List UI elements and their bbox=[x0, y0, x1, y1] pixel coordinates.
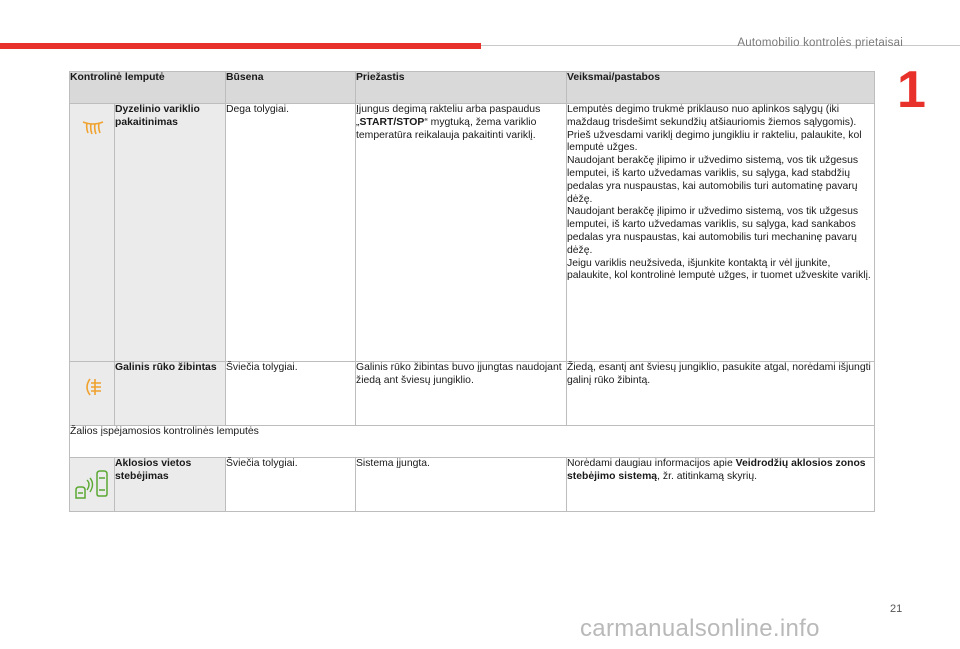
table-row bbox=[70, 362, 875, 426]
table-row bbox=[70, 458, 875, 512]
cause-cell bbox=[356, 104, 567, 362]
page-header-title: Automobilio kontrolės prietaisai bbox=[737, 37, 903, 49]
cause-cell: Galinis rūko žibintas buvo įjungtas naudojant žiedą ant šviesų jungiklio. bbox=[356, 362, 567, 426]
status-cell: Šviečia tolygiai. bbox=[226, 458, 356, 512]
column-header-status: Būsena bbox=[226, 72, 356, 104]
glow-plug-icon bbox=[81, 120, 105, 136]
column-header-light: Kontrolinė lemputė bbox=[70, 72, 226, 104]
actions-cell bbox=[567, 458, 875, 512]
icon-cell bbox=[70, 458, 115, 512]
status-cell: Šviečia tolygiai. bbox=[226, 362, 356, 426]
cause-cell: Sistema įjungta. bbox=[356, 458, 567, 512]
warning-lights-table bbox=[69, 71, 875, 512]
light-name: Dyzelinio variklio pakaitinimas bbox=[115, 104, 226, 362]
light-name: Galinis rūko žibintas bbox=[115, 362, 226, 426]
action-line: Lemputės degimo trukmė priklauso nuo aplinkos sąlygų (iki maždaug trisdešimt sekundžių atšiauriomis žiemos sąlygomis). bbox=[567, 104, 857, 128]
action-text: Norėdami daugiau informacijos apie bbox=[567, 458, 736, 469]
icon-cell bbox=[70, 104, 115, 362]
section-label: Žalios įspėjamosios kontrolinės lemputės bbox=[70, 426, 875, 458]
actions-cell bbox=[567, 104, 875, 362]
light-name: Aklosios vietos stebėjimas bbox=[115, 458, 226, 512]
system-name-link: Veidrodžių aklosios zonos stebėjimo sistemą bbox=[567, 458, 866, 482]
action-text-end: , žr. atitinkamą skyrių. bbox=[657, 470, 757, 482]
action-line: Naudojant berakčę įlipimo ir užvedimo sistemą, vos tik užgesus lemputei, iš karto užvedamas variklis, su sąlyga, kad sankabos pedalas yra nuspaustas, kai automobilis turi mechaninę pavarų dėžę. bbox=[567, 206, 859, 256]
header-accent-bar bbox=[0, 43, 481, 49]
cause-text-end: “ mygtuką, žema variklio temperatūra reikalauja pakaitinti variklį. bbox=[356, 116, 537, 141]
page-number: 21 bbox=[890, 603, 903, 615]
table-header-row bbox=[70, 72, 875, 104]
status-cell: Dega tolygiai. bbox=[226, 104, 356, 362]
column-header-cause: Priežastis bbox=[356, 72, 567, 104]
blind-spot-monitoring-icon bbox=[73, 468, 111, 502]
actions-cell: Žiedą, esantį ant šviesų jungiklio, pasukite atgal, norėdami išjungti galinį rūko žibintą. bbox=[567, 362, 875, 426]
cause-text: Įjungus degimą rakteliu arba paspaudus „ bbox=[356, 104, 541, 128]
watermark: carmanualsonline.info bbox=[580, 615, 820, 642]
table-row bbox=[70, 104, 875, 362]
chapter-number: 1 bbox=[897, 61, 926, 119]
icon-cell bbox=[70, 362, 115, 426]
start-stop-label: START/STOP bbox=[359, 116, 425, 128]
action-line: Prieš užvesdami variklį degimo jungikliu ir rakteliu, palaukite, kol lemputė užges. bbox=[567, 129, 862, 154]
column-header-actions: Veiksmai/pastabos bbox=[567, 72, 875, 104]
rear-fog-light-icon bbox=[81, 377, 105, 397]
action-line: Naudojant berakčę įlipimo ir užvedimo sistemą, vos tik užgesus lemputei, iš karto užvedamas variklis, su sąlyga, kad stabdžių pedalas yra nuspaustas, kai automobilis turi automatinę pavarų dėžę. bbox=[567, 155, 859, 205]
action-line: Jeigu variklis neužsiveda, išjunkite kontaktą ir vėl įjunkite, palaukite, kol kontrolinė lemputė užges, ir tuomet užveskite variklį. bbox=[567, 257, 871, 282]
section-row bbox=[70, 426, 875, 458]
